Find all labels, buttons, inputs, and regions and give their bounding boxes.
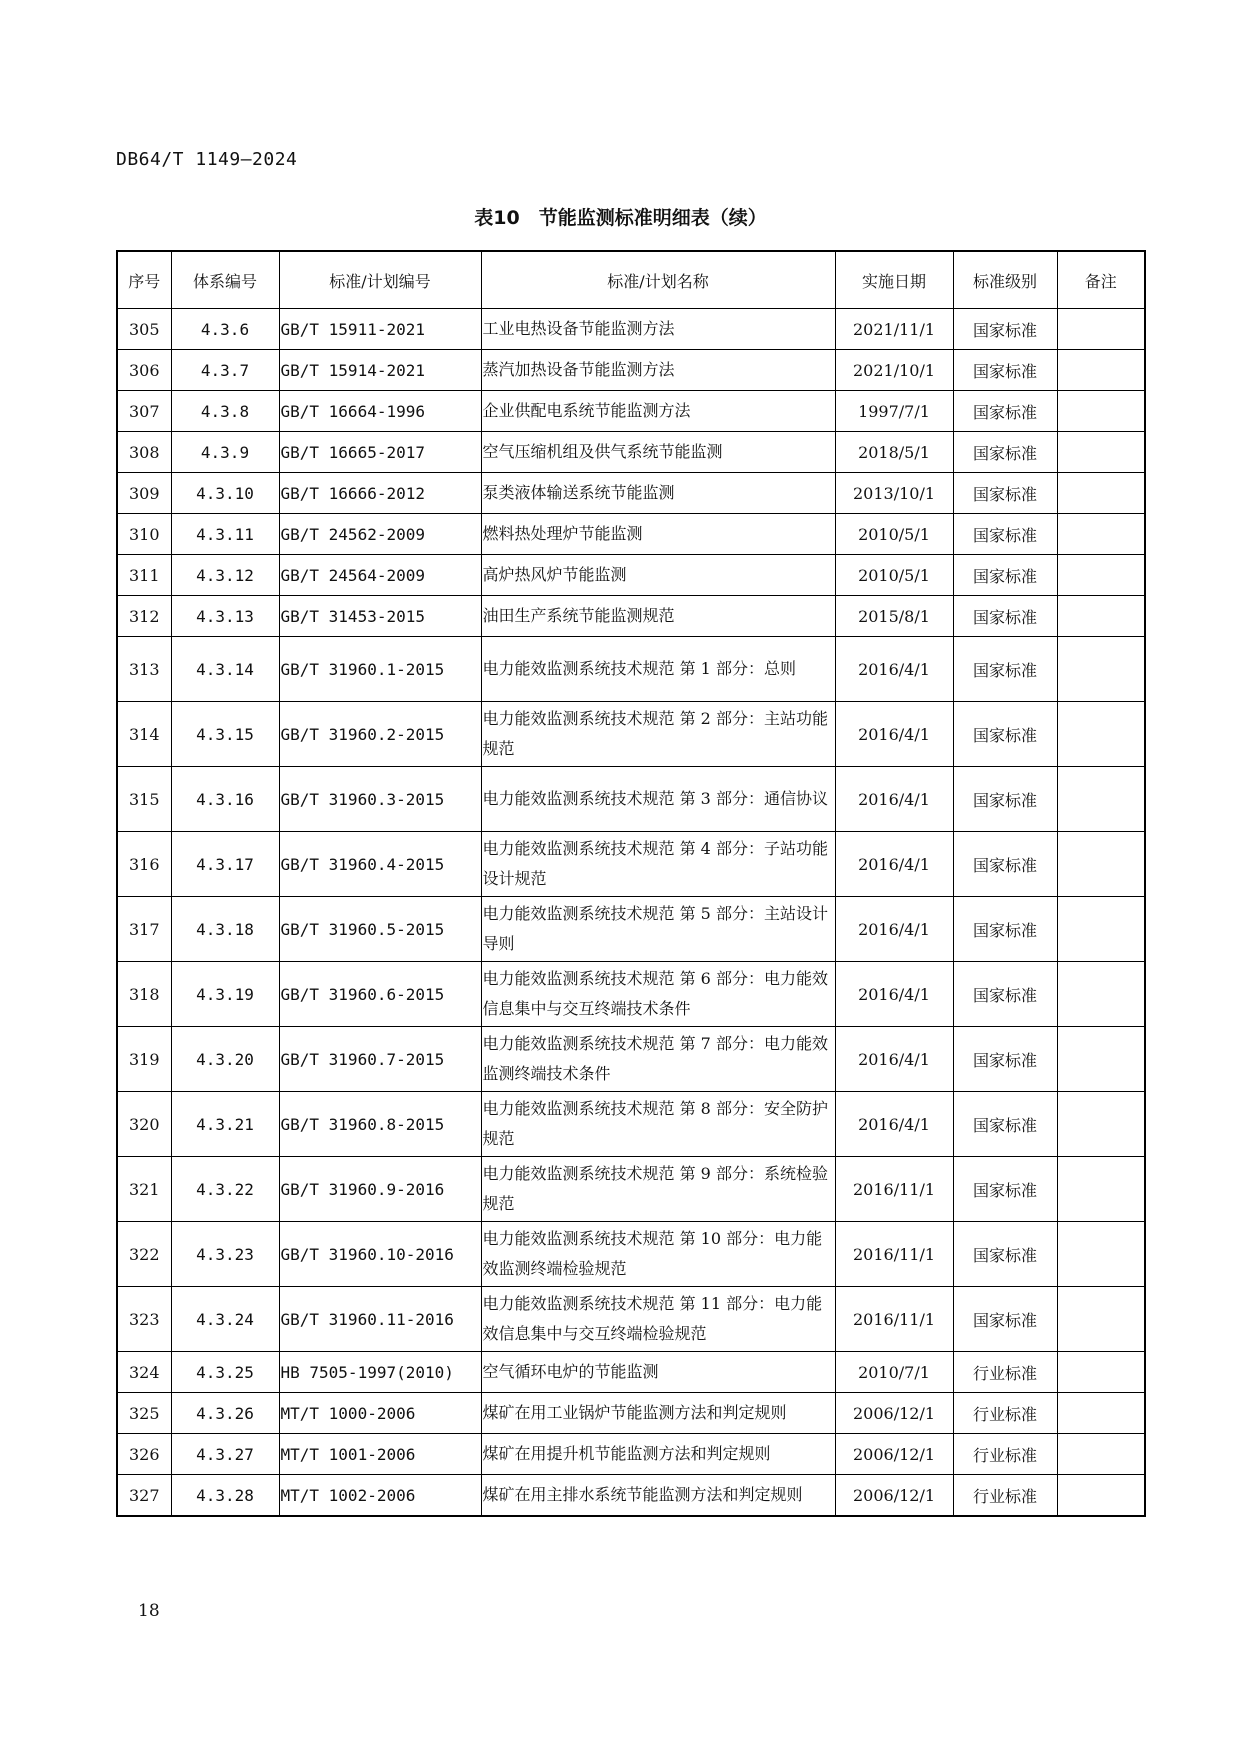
cell-system-code: 4.3.10 bbox=[171, 473, 279, 514]
cell-standard-name: 煤矿在用工业锅炉节能监测方法和判定规则 bbox=[481, 1393, 835, 1434]
cell-remark bbox=[1057, 391, 1145, 432]
cell-serial: 323 bbox=[117, 1287, 171, 1352]
table-body bbox=[117, 309, 1145, 1517]
cell-standard-name: 电力能效监测系统技术规范 第 6 部分：电力能效信息集中与交互终端技术条件 bbox=[481, 962, 835, 1027]
table-row bbox=[117, 1352, 1145, 1393]
table-row bbox=[117, 767, 1145, 832]
cell-standard-code: HB 7505-1997(2010) bbox=[279, 1352, 481, 1393]
cell-standard-code: GB/T 31960.8-2015 bbox=[279, 1092, 481, 1157]
cell-remark bbox=[1057, 555, 1145, 596]
cell-effective-date: 2006/12/1 bbox=[835, 1434, 953, 1475]
column-header: 实施日期 bbox=[835, 251, 953, 309]
cell-standard-code: GB/T 31960.7-2015 bbox=[279, 1027, 481, 1092]
cell-serial: 319 bbox=[117, 1027, 171, 1092]
cell-serial: 305 bbox=[117, 309, 171, 350]
cell-system-code: 4.3.22 bbox=[171, 1157, 279, 1222]
cell-effective-date: 2016/4/1 bbox=[835, 637, 953, 702]
table-row bbox=[117, 1475, 1145, 1517]
cell-system-code: 4.3.15 bbox=[171, 702, 279, 767]
cell-standard-level: 行业标准 bbox=[953, 1434, 1057, 1475]
cell-serial: 313 bbox=[117, 637, 171, 702]
cell-standard-code: GB/T 16666-2012 bbox=[279, 473, 481, 514]
cell-serial: 322 bbox=[117, 1222, 171, 1287]
column-header: 标准/计划编号 bbox=[279, 251, 481, 309]
cell-standard-code: GB/T 31960.4-2015 bbox=[279, 832, 481, 897]
cell-system-code: 4.3.24 bbox=[171, 1287, 279, 1352]
cell-system-code: 4.3.25 bbox=[171, 1352, 279, 1393]
cell-remark bbox=[1057, 1434, 1145, 1475]
cell-effective-date: 2015/8/1 bbox=[835, 596, 953, 637]
table-row bbox=[117, 1027, 1145, 1092]
cell-system-code: 4.3.21 bbox=[171, 1092, 279, 1157]
cell-standard-level: 国家标准 bbox=[953, 596, 1057, 637]
cell-remark bbox=[1057, 1393, 1145, 1434]
cell-remark bbox=[1057, 1092, 1145, 1157]
cell-serial: 312 bbox=[117, 596, 171, 637]
table-row bbox=[117, 637, 1145, 702]
cell-effective-date: 2018/5/1 bbox=[835, 432, 953, 473]
table-row bbox=[117, 555, 1145, 596]
document-code: DB64/T 1149—2024 bbox=[116, 149, 298, 170]
cell-standard-name: 电力能效监测系统技术规范 第 5 部分：主站设计导则 bbox=[481, 897, 835, 962]
cell-effective-date: 2016/11/1 bbox=[835, 1222, 953, 1287]
cell-system-code: 4.3.27 bbox=[171, 1434, 279, 1475]
cell-standard-code: GB/T 31960.11-2016 bbox=[279, 1287, 481, 1352]
cell-standard-name: 电力能效监测系统技术规范 第 11 部分：电力能效信息集中与交互终端检验规范 bbox=[481, 1287, 835, 1352]
table-row bbox=[117, 1434, 1145, 1475]
cell-remark bbox=[1057, 432, 1145, 473]
cell-system-code: 4.3.23 bbox=[171, 1222, 279, 1287]
cell-standard-name: 空气循环电炉的节能监测 bbox=[481, 1352, 835, 1393]
cell-effective-date: 2016/4/1 bbox=[835, 1027, 953, 1092]
cell-standard-code: GB/T 15911-2021 bbox=[279, 309, 481, 350]
cell-standard-level: 国家标准 bbox=[953, 1222, 1057, 1287]
cell-effective-date: 2016/4/1 bbox=[835, 702, 953, 767]
cell-serial: 314 bbox=[117, 702, 171, 767]
cell-standard-code: GB/T 31960.9-2016 bbox=[279, 1157, 481, 1222]
table-row bbox=[117, 832, 1145, 897]
cell-effective-date: 2021/10/1 bbox=[835, 350, 953, 391]
cell-system-code: 4.3.12 bbox=[171, 555, 279, 596]
table-row bbox=[117, 350, 1145, 391]
cell-serial: 321 bbox=[117, 1157, 171, 1222]
cell-system-code: 4.3.9 bbox=[171, 432, 279, 473]
cell-standard-level: 国家标准 bbox=[953, 1092, 1057, 1157]
cell-system-code: 4.3.14 bbox=[171, 637, 279, 702]
cell-standard-name: 泵类液体输送系统节能监测 bbox=[481, 473, 835, 514]
cell-standard-code: GB/T 31960.3-2015 bbox=[279, 767, 481, 832]
cell-effective-date: 2006/12/1 bbox=[835, 1393, 953, 1434]
column-header: 体系编号 bbox=[171, 251, 279, 309]
cell-serial: 309 bbox=[117, 473, 171, 514]
table-row bbox=[117, 309, 1145, 350]
cell-standard-level: 国家标准 bbox=[953, 1157, 1057, 1222]
cell-standard-code: GB/T 24562-2009 bbox=[279, 514, 481, 555]
cell-standard-code: GB/T 16664-1996 bbox=[279, 391, 481, 432]
cell-standard-code: GB/T 24564-2009 bbox=[279, 555, 481, 596]
table-row bbox=[117, 1222, 1145, 1287]
cell-standard-level: 国家标准 bbox=[953, 897, 1057, 962]
cell-remark bbox=[1057, 962, 1145, 1027]
table-row bbox=[117, 1092, 1145, 1157]
cell-remark bbox=[1057, 350, 1145, 391]
table-row bbox=[117, 596, 1145, 637]
cell-remark bbox=[1057, 596, 1145, 637]
cell-standard-level: 国家标准 bbox=[953, 555, 1057, 596]
cell-effective-date: 2016/4/1 bbox=[835, 832, 953, 897]
column-header: 标准级别 bbox=[953, 251, 1057, 309]
cell-serial: 311 bbox=[117, 555, 171, 596]
table-row bbox=[117, 1287, 1145, 1352]
column-header: 序号 bbox=[117, 251, 171, 309]
cell-standard-code: MT/T 1001-2006 bbox=[279, 1434, 481, 1475]
cell-standard-level: 行业标准 bbox=[953, 1393, 1057, 1434]
standards-table bbox=[116, 250, 1146, 1517]
cell-standard-code: GB/T 31960.1-2015 bbox=[279, 637, 481, 702]
cell-effective-date: 2016/11/1 bbox=[835, 1157, 953, 1222]
cell-serial: 320 bbox=[117, 1092, 171, 1157]
cell-remark bbox=[1057, 1027, 1145, 1092]
table-row bbox=[117, 1393, 1145, 1434]
cell-standard-name: 煤矿在用主排水系统节能监测方法和判定规则 bbox=[481, 1475, 835, 1517]
cell-effective-date: 2021/11/1 bbox=[835, 309, 953, 350]
cell-standard-level: 国家标准 bbox=[953, 962, 1057, 1027]
cell-serial: 310 bbox=[117, 514, 171, 555]
cell-serial: 307 bbox=[117, 391, 171, 432]
cell-standard-code: GB/T 15914-2021 bbox=[279, 350, 481, 391]
cell-effective-date: 2013/10/1 bbox=[835, 473, 953, 514]
cell-remark bbox=[1057, 309, 1145, 350]
cell-serial: 325 bbox=[117, 1393, 171, 1434]
cell-serial: 327 bbox=[117, 1475, 171, 1517]
cell-system-code: 4.3.19 bbox=[171, 962, 279, 1027]
cell-standard-name: 电力能效监测系统技术规范 第 2 部分：主站功能规范 bbox=[481, 702, 835, 767]
cell-standard-level: 行业标准 bbox=[953, 1352, 1057, 1393]
cell-standard-name: 空气压缩机组及供气系统节能监测 bbox=[481, 432, 835, 473]
cell-standard-code: GB/T 31960.6-2015 bbox=[279, 962, 481, 1027]
cell-standard-level: 国家标准 bbox=[953, 832, 1057, 897]
cell-standard-code: MT/T 1002-2006 bbox=[279, 1475, 481, 1517]
cell-system-code: 4.3.28 bbox=[171, 1475, 279, 1517]
table-header-row bbox=[117, 251, 1145, 309]
cell-standard-name: 煤矿在用提升机节能监测方法和判定规则 bbox=[481, 1434, 835, 1475]
cell-standard-name: 蒸汽加热设备节能监测方法 bbox=[481, 350, 835, 391]
cell-standard-name: 电力能效监测系统技术规范 第 8 部分：安全防护规范 bbox=[481, 1092, 835, 1157]
cell-standard-code: GB/T 31960.2-2015 bbox=[279, 702, 481, 767]
cell-standard-level: 国家标准 bbox=[953, 350, 1057, 391]
cell-standard-name: 工业电热设备节能监测方法 bbox=[481, 309, 835, 350]
cell-serial: 316 bbox=[117, 832, 171, 897]
cell-standard-code: GB/T 31960.5-2015 bbox=[279, 897, 481, 962]
cell-effective-date: 2010/7/1 bbox=[835, 1352, 953, 1393]
cell-standard-name: 电力能效监测系统技术规范 第 9 部分：系统检验规范 bbox=[481, 1157, 835, 1222]
cell-system-code: 4.3.20 bbox=[171, 1027, 279, 1092]
cell-remark bbox=[1057, 1352, 1145, 1393]
cell-remark bbox=[1057, 702, 1145, 767]
cell-remark bbox=[1057, 897, 1145, 962]
cell-effective-date: 2016/4/1 bbox=[835, 897, 953, 962]
table-row bbox=[117, 1157, 1145, 1222]
cell-effective-date: 2016/4/1 bbox=[835, 962, 953, 1027]
column-header: 备注 bbox=[1057, 251, 1145, 309]
cell-effective-date: 2010/5/1 bbox=[835, 514, 953, 555]
cell-serial: 318 bbox=[117, 962, 171, 1027]
cell-standard-level: 国家标准 bbox=[953, 514, 1057, 555]
page-number: 18 bbox=[138, 1601, 160, 1621]
cell-remark bbox=[1057, 514, 1145, 555]
cell-system-code: 4.3.18 bbox=[171, 897, 279, 962]
cell-standard-level: 国家标准 bbox=[953, 391, 1057, 432]
cell-standard-name: 电力能效监测系统技术规范 第 1 部分：总则 bbox=[481, 637, 835, 702]
cell-standard-code: GB/T 31960.10-2016 bbox=[279, 1222, 481, 1287]
table-title: 表10 节能监测标准明细表（续） bbox=[474, 207, 767, 229]
cell-system-code: 4.3.7 bbox=[171, 350, 279, 391]
cell-standard-level: 国家标准 bbox=[953, 637, 1057, 702]
table-row bbox=[117, 702, 1145, 767]
cell-standard-name: 燃料热处理炉节能监测 bbox=[481, 514, 835, 555]
table-row bbox=[117, 473, 1145, 514]
cell-standard-level: 国家标准 bbox=[953, 1027, 1057, 1092]
cell-remark bbox=[1057, 1157, 1145, 1222]
cell-effective-date: 1997/7/1 bbox=[835, 391, 953, 432]
cell-standard-level: 行业标准 bbox=[953, 1475, 1057, 1517]
cell-system-code: 4.3.8 bbox=[171, 391, 279, 432]
cell-standard-level: 国家标准 bbox=[953, 702, 1057, 767]
cell-remark bbox=[1057, 832, 1145, 897]
cell-standard-name: 电力能效监测系统技术规范 第 4 部分：子站功能设计规范 bbox=[481, 832, 835, 897]
cell-remark bbox=[1057, 1287, 1145, 1352]
table-row bbox=[117, 514, 1145, 555]
cell-standard-code: MT/T 1000-2006 bbox=[279, 1393, 481, 1434]
cell-standard-name: 电力能效监测系统技术规范 第 7 部分：电力能效监测终端技术条件 bbox=[481, 1027, 835, 1092]
cell-remark bbox=[1057, 767, 1145, 832]
cell-standard-level: 国家标准 bbox=[953, 473, 1057, 514]
column-header: 标准/计划名称 bbox=[481, 251, 835, 309]
cell-remark bbox=[1057, 637, 1145, 702]
cell-effective-date: 2016/4/1 bbox=[835, 767, 953, 832]
cell-serial: 308 bbox=[117, 432, 171, 473]
table-row bbox=[117, 432, 1145, 473]
cell-serial: 326 bbox=[117, 1434, 171, 1475]
cell-remark bbox=[1057, 473, 1145, 514]
cell-standard-name: 油田生产系统节能监测规范 bbox=[481, 596, 835, 637]
cell-effective-date: 2010/5/1 bbox=[835, 555, 953, 596]
cell-remark bbox=[1057, 1475, 1145, 1517]
cell-serial: 306 bbox=[117, 350, 171, 391]
cell-standard-name: 高炉热风炉节能监测 bbox=[481, 555, 835, 596]
cell-system-code: 4.3.13 bbox=[171, 596, 279, 637]
table-row bbox=[117, 897, 1145, 962]
cell-serial: 324 bbox=[117, 1352, 171, 1393]
cell-effective-date: 2016/11/1 bbox=[835, 1287, 953, 1352]
cell-system-code: 4.3.6 bbox=[171, 309, 279, 350]
cell-serial: 317 bbox=[117, 897, 171, 962]
cell-standard-level: 国家标准 bbox=[953, 432, 1057, 473]
cell-remark bbox=[1057, 1222, 1145, 1287]
cell-standard-name: 电力能效监测系统技术规范 第 3 部分：通信协议 bbox=[481, 767, 835, 832]
cell-system-code: 4.3.16 bbox=[171, 767, 279, 832]
cell-effective-date: 2006/12/1 bbox=[835, 1475, 953, 1517]
cell-standard-name: 电力能效监测系统技术规范 第 10 部分：电力能效监测终端检验规范 bbox=[481, 1222, 835, 1287]
cell-standard-level: 国家标准 bbox=[953, 1287, 1057, 1352]
cell-system-code: 4.3.17 bbox=[171, 832, 279, 897]
table-row bbox=[117, 962, 1145, 1027]
cell-standard-level: 国家标准 bbox=[953, 767, 1057, 832]
cell-serial: 315 bbox=[117, 767, 171, 832]
cell-effective-date: 2016/4/1 bbox=[835, 1092, 953, 1157]
cell-system-code: 4.3.26 bbox=[171, 1393, 279, 1434]
cell-standard-code: GB/T 31453-2015 bbox=[279, 596, 481, 637]
table-row bbox=[117, 391, 1145, 432]
cell-standard-name: 企业供配电系统节能监测方法 bbox=[481, 391, 835, 432]
cell-system-code: 4.3.11 bbox=[171, 514, 279, 555]
cell-standard-level: 国家标准 bbox=[953, 309, 1057, 350]
cell-standard-code: GB/T 16665-2017 bbox=[279, 432, 481, 473]
